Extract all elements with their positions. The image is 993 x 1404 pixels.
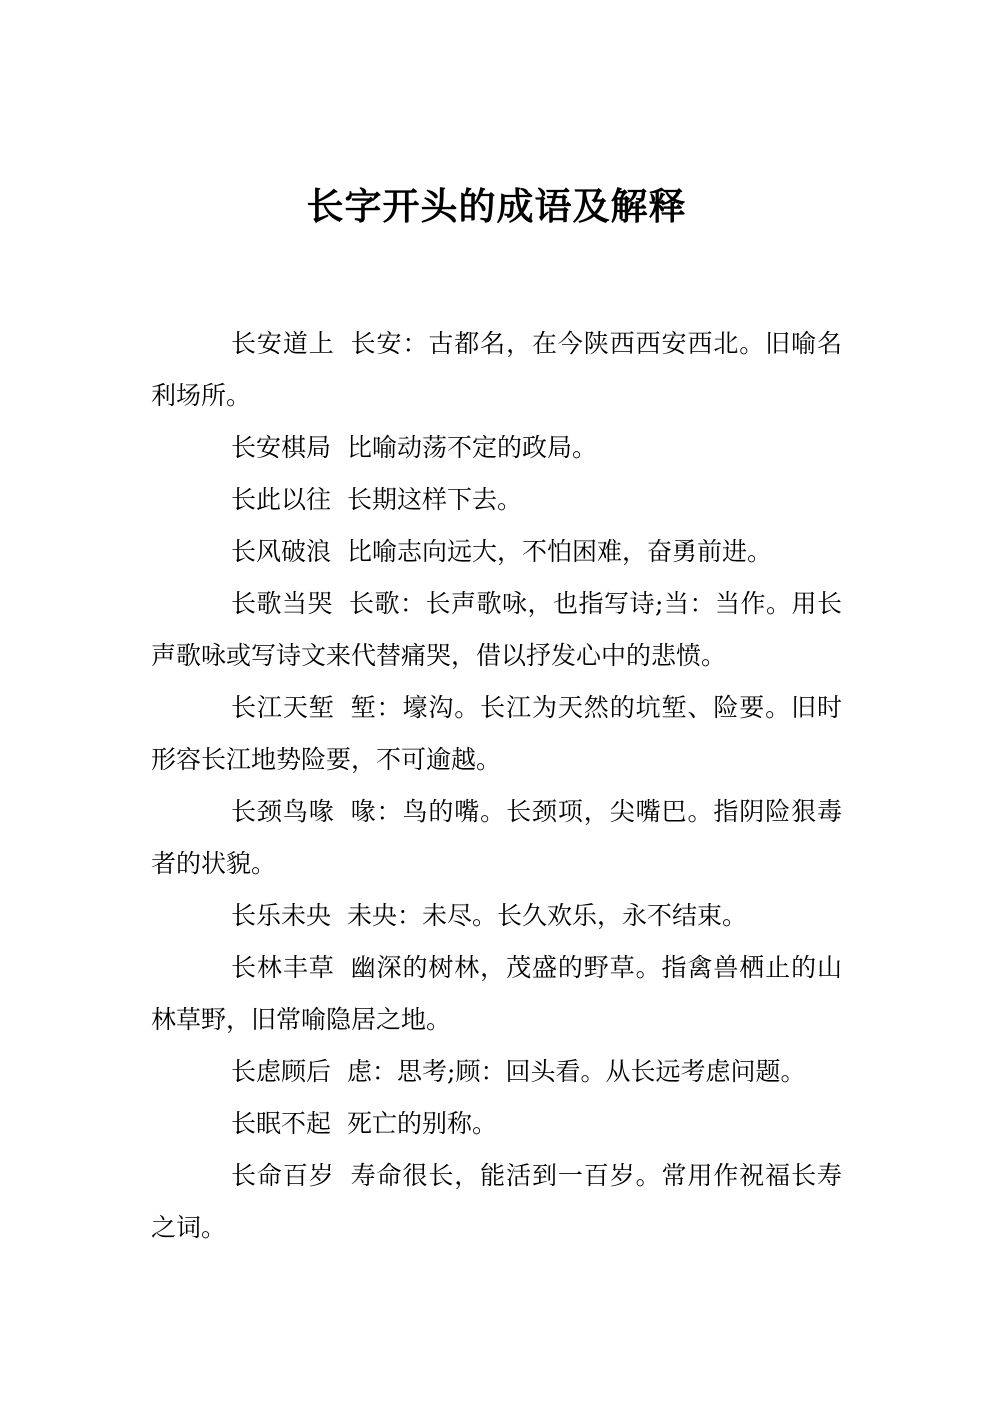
idiom-entry (151, 526, 842, 578)
idiom-definition: 虑：思考;顾：回头看。从长远考虑问题。 (347, 1057, 806, 1086)
idiom-term: 长此以往 (231, 485, 332, 514)
idiom-entry (151, 422, 842, 474)
idiom-entry (151, 1046, 842, 1098)
idiom-definition: 幽深的树林，茂盛的野草。指禽兽栖止的山林草野，旧常喻隐居之地。 (151, 953, 842, 1034)
idiom-entry (151, 474, 842, 526)
idiom-entry (151, 786, 842, 890)
idiom-term: 长乐未央 (231, 901, 332, 930)
idiom-term: 长风破浪 (231, 537, 332, 566)
idiom-list (151, 318, 842, 1254)
idiom-term: 长眠不起 (231, 1109, 332, 1138)
idiom-entry (151, 1150, 842, 1254)
idiom-definition: 比喻志向远大，不怕困难，奋勇前进。 (347, 537, 773, 566)
idiom-term: 长安道上 (231, 329, 335, 358)
idiom-term: 长命百岁 (231, 1161, 335, 1190)
idiom-definition: 长期这样下去。 (347, 485, 523, 514)
idiom-definition: 堑：壕沟。长江为天然的坑堑、险要。旧时形容长江地势险要，不可逾越。 (151, 693, 842, 774)
page-title: 长字开头的成语及解释 (306, 184, 687, 228)
idiom-term: 长虑顾后 (231, 1057, 332, 1086)
idiom-entry (151, 318, 842, 422)
idiom-entry (151, 682, 842, 786)
idiom-entry (151, 578, 842, 682)
idiom-definition: 死亡的别称。 (347, 1109, 498, 1138)
idiom-definition: 喙：鸟的嘴。长颈项，尖嘴巴。指阴险狠毒者的状貌。 (151, 797, 842, 878)
idiom-definition: 比喻动荡不定的政局。 (347, 433, 598, 462)
idiom-definition: 长安：古都名，在今陕西西安西北。旧喻名利场所。 (151, 329, 842, 410)
idiom-entry (151, 890, 842, 942)
idiom-term: 长林丰草 (231, 953, 335, 982)
idiom-definition: 寿命很长，能活到一百岁。常用作祝福长寿之词。 (151, 1161, 842, 1242)
idiom-definition: 未央：未尽。长久欢乐，永不结束。 (347, 901, 748, 930)
idiom-entry (151, 1098, 842, 1150)
idiom-entry (151, 942, 842, 1046)
idiom-term: 长颈鸟喙 (231, 797, 335, 826)
idiom-term: 长安棋局 (231, 433, 332, 462)
idiom-term: 长江天堑 (231, 693, 335, 722)
idiom-term: 长歌当哭 (231, 589, 334, 618)
idiom-definition: 长歌：长声歌咏，也指写诗;当：当作。用长声歌咏或写诗文来代替痛哭，借以抒发心中的悲愤。 (151, 589, 842, 670)
